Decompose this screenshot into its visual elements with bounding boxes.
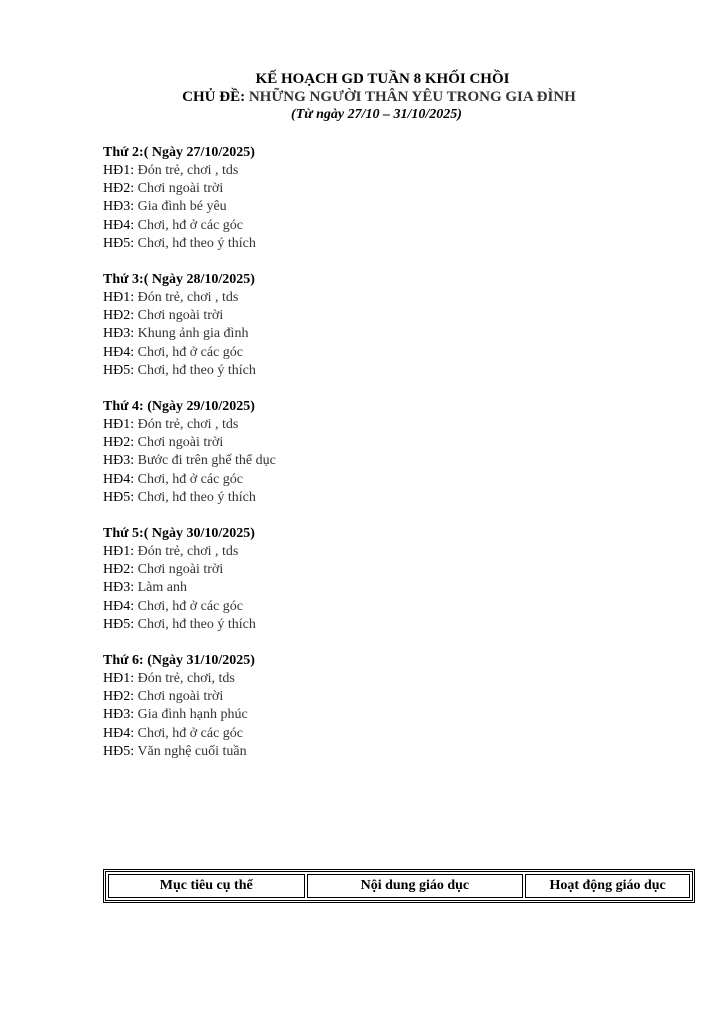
activity-line	[103, 579, 683, 597]
activity-text: Chơi, hđ theo ý thích	[137, 235, 256, 251]
activity-text: Gia đình bé yêu	[137, 199, 227, 215]
activity-label: HĐ3:	[103, 326, 135, 342]
day-block-wednesday	[103, 398, 683, 507]
activity-label: HĐ2:	[103, 181, 135, 197]
activity-text: Bước đi trên ghế thể dục	[137, 453, 276, 469]
activity-label: HĐ2:	[103, 435, 135, 451]
activity-label: HĐ5:	[103, 489, 135, 505]
activity-text: Làm anh	[137, 580, 187, 596]
column-header-objectives: Mục tiêu cụ thể	[108, 874, 305, 898]
activity-label: HĐ2:	[103, 562, 135, 578]
day-block-friday	[103, 652, 683, 761]
activity-line	[103, 452, 683, 470]
activity-label: HĐ5:	[103, 362, 135, 378]
activity-text: Chơi ngoài trời	[137, 435, 224, 451]
activity-text: Gia đình hạnh phúc	[137, 707, 248, 723]
activity-label: HĐ2:	[103, 308, 135, 324]
date-range: (Từ ngày 27/10 – 31/10/2025)	[291, 107, 462, 122]
activity-label: HĐ3:	[103, 453, 135, 469]
activity-line	[103, 670, 683, 688]
activity-line	[103, 598, 683, 616]
activity-text: Chơi, hđ ở các góc	[137, 598, 244, 614]
activity-text: Chơi ngoài trời	[137, 689, 224, 705]
activity-text: Đón trẻ, chơi , tds	[137, 163, 239, 178]
activity-label: HĐ3:	[103, 580, 135, 596]
activity-line	[103, 543, 683, 561]
activity-label: HĐ1:	[103, 163, 135, 178]
activity-label: HĐ2:	[103, 689, 135, 705]
activity-label: HĐ1:	[103, 671, 135, 687]
day-block-thursday	[103, 525, 683, 634]
activity-label: HĐ4:	[103, 344, 135, 360]
activity-label: HĐ4:	[103, 471, 135, 487]
activity-line	[103, 180, 683, 198]
activity-line	[103, 344, 683, 362]
activity-text: Chơi, hđ theo ý thích	[137, 489, 256, 505]
activity-line	[103, 217, 683, 235]
objectives-table	[103, 869, 695, 903]
activity-line	[103, 725, 683, 743]
activity-line	[103, 198, 683, 216]
activity-label: HĐ5:	[103, 743, 135, 759]
activity-label: HĐ1:	[103, 544, 135, 560]
activity-line	[103, 307, 683, 325]
activity-line	[103, 561, 683, 579]
activity-text: Đón trẻ, chơi , tds	[137, 544, 239, 560]
day-title: Thứ 6: (Ngày 31/10/2025)	[103, 653, 255, 669]
activity-text: Khung ảnh gia đình	[137, 326, 249, 342]
activity-label: HĐ3:	[103, 707, 135, 723]
activity-label: HĐ3:	[103, 199, 135, 215]
activity-line	[103, 434, 683, 452]
activity-text: Chơi, hđ ở các góc	[137, 217, 244, 233]
activity-line	[103, 743, 683, 761]
day-block-tuesday	[103, 271, 683, 380]
activity-line	[103, 471, 683, 489]
activity-text: Chơi, hđ ở các góc	[137, 344, 244, 360]
activity-label: HĐ4:	[103, 217, 135, 233]
activity-text: Văn nghệ cuối tuần	[137, 743, 247, 759]
day-title: Thứ 2:( Ngày 27/10/2025)	[103, 145, 255, 160]
activity-label: HĐ5:	[103, 616, 135, 632]
activity-line	[103, 235, 683, 253]
subtitle-prefix: CHỦ ĐỀ:	[182, 89, 246, 105]
activity-label: HĐ5:	[103, 235, 135, 251]
activity-line	[103, 362, 683, 380]
activity-label: HĐ4:	[103, 598, 135, 614]
activity-text: Đón trẻ, chơi, tds	[137, 671, 235, 687]
activity-line	[103, 416, 683, 434]
activity-label: HĐ4:	[103, 725, 135, 741]
activity-text: Chơi, hđ ở các góc	[137, 471, 244, 487]
activity-label: HĐ1:	[103, 290, 135, 306]
activity-text: Chơi ngoài trời	[137, 562, 224, 578]
document-header	[0, 70, 723, 124]
activity-text: Đón trẻ, chơi , tds	[137, 417, 239, 433]
activity-line	[103, 289, 683, 307]
document-subtitle	[35, 88, 723, 106]
activity-line	[103, 489, 683, 507]
activity-line	[103, 706, 683, 724]
activity-text: Chơi, hđ theo ý thích	[137, 616, 256, 632]
subtitle-theme: NHỮNG NGƯỜI THÂN YÊU TRONG GIA ĐÌNH	[248, 89, 576, 105]
activity-text: Chơi ngoài trời	[137, 181, 224, 197]
activity-line	[103, 325, 683, 343]
day-title: Thứ 4: (Ngày 29/10/2025)	[103, 399, 255, 415]
activity-text: Chơi, hđ theo ý thích	[137, 362, 256, 378]
document-title: KẾ HOẠCH GD TUẦN 8 KHỐI CHỒI	[255, 71, 510, 87]
activity-label: HĐ1:	[103, 417, 135, 433]
activity-line	[103, 162, 683, 180]
table-header-row	[108, 874, 690, 898]
day-block-monday	[103, 144, 683, 253]
column-header-activities: Hoạt động giáo dục	[525, 874, 690, 898]
column-header-content: Nội dung giáo dục	[307, 874, 524, 898]
activity-text: Đón trẻ, chơi , tds	[137, 290, 239, 306]
day-title: Thứ 5:( Ngày 30/10/2025)	[103, 526, 255, 542]
activity-line	[103, 616, 683, 634]
activity-text: Chơi, hđ ở các góc	[137, 725, 244, 741]
activity-line	[103, 688, 683, 706]
day-title: Thứ 3:( Ngày 28/10/2025)	[103, 272, 255, 288]
weekly-schedule	[103, 144, 683, 779]
activity-text: Chơi ngoài trời	[137, 308, 224, 324]
